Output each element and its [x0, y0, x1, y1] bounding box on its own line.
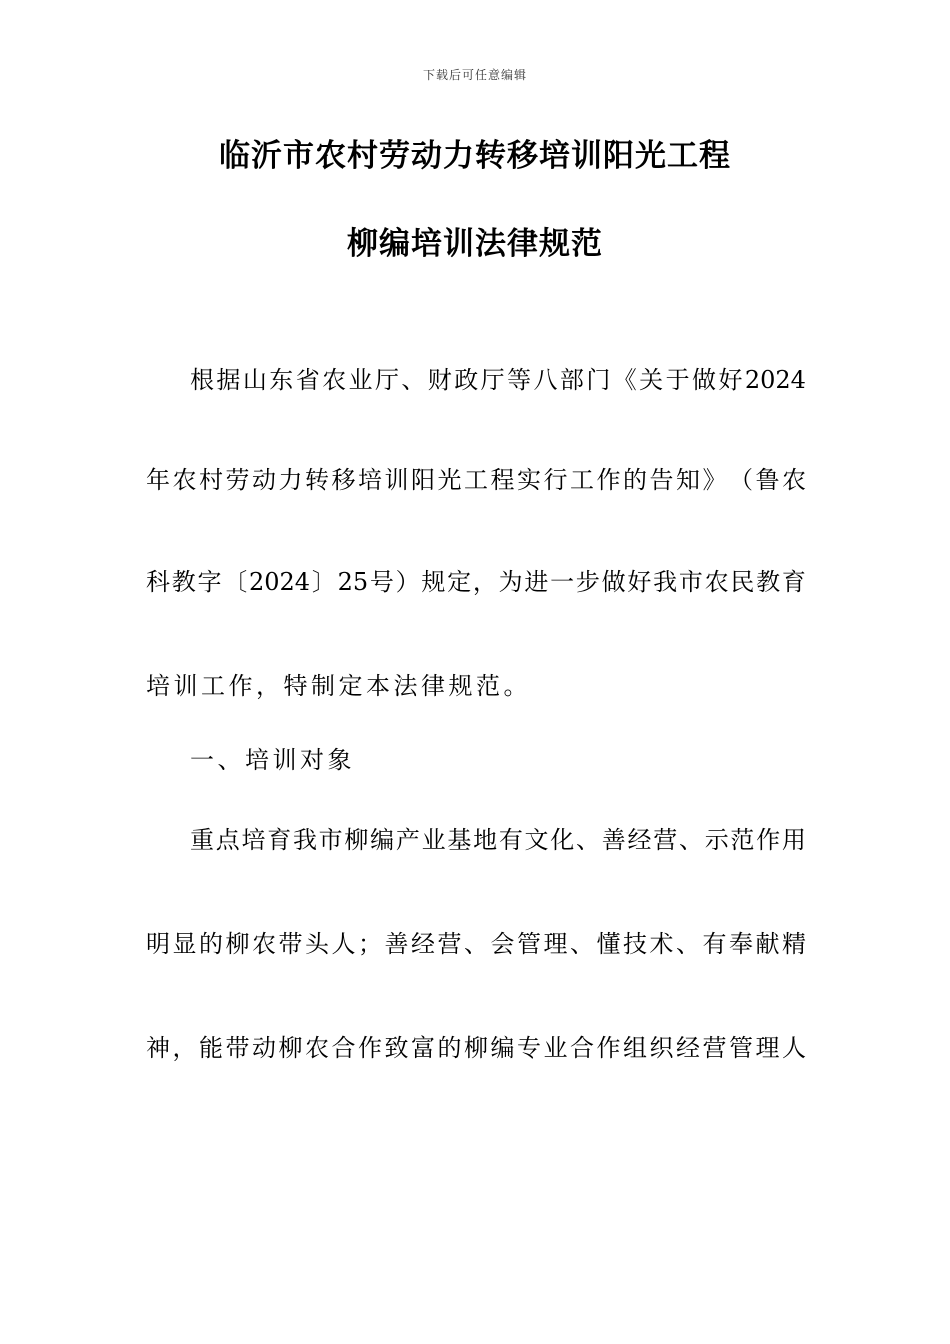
- paragraph-2-line-1: 重 点 培 育 我 市 柳 编 产 业 基 地 有 文 化 、 善 经 营 、 示 范 作 用: [190, 826, 806, 854]
- paragraph-1-line-2: 年 农 村 劳 动 力 转 移 培 训 阳 光 工 程 实 行 工 作 的 告 知 》 （ 鲁 农: [146, 466, 806, 494]
- paragraph-1-line-3: 科 教 字 〔 2024 〕 25 号 ） 规 定 ， 为 进 一 步 做 好 我 市 农 民 教 育: [146, 568, 806, 596]
- paragraph-1-line-4: 培训工作，特制定本法律规范。: [146, 672, 531, 700]
- section-heading-training-targets: 一、培训对象: [190, 746, 355, 774]
- document-title-line-1: 临沂市农村劳动力转移培训阳光工程: [219, 138, 731, 174]
- paragraph-2-line-3: 神 ， 能 带 动 柳 农 合 作 致 富 的 柳 编 专 业 合 作 组 织 经 营 管 理 人: [146, 1034, 806, 1062]
- header-note: 下载后可任意编辑: [422, 68, 527, 82]
- paragraph-1-line-1: 根 据 山 东 省 农 业 厅 、 财 政 厅 等 八 部 门 《 关 于 做 好 2024: [190, 366, 806, 394]
- document-title-line-2: 柳编培训法律规范: [347, 226, 603, 262]
- paragraph-2-line-2: 明 显 的 柳 农 带 头 人 ； 善 经 营 、 会 管 理 、 懂 技 术 、 有 奉 献 精: [146, 930, 806, 958]
